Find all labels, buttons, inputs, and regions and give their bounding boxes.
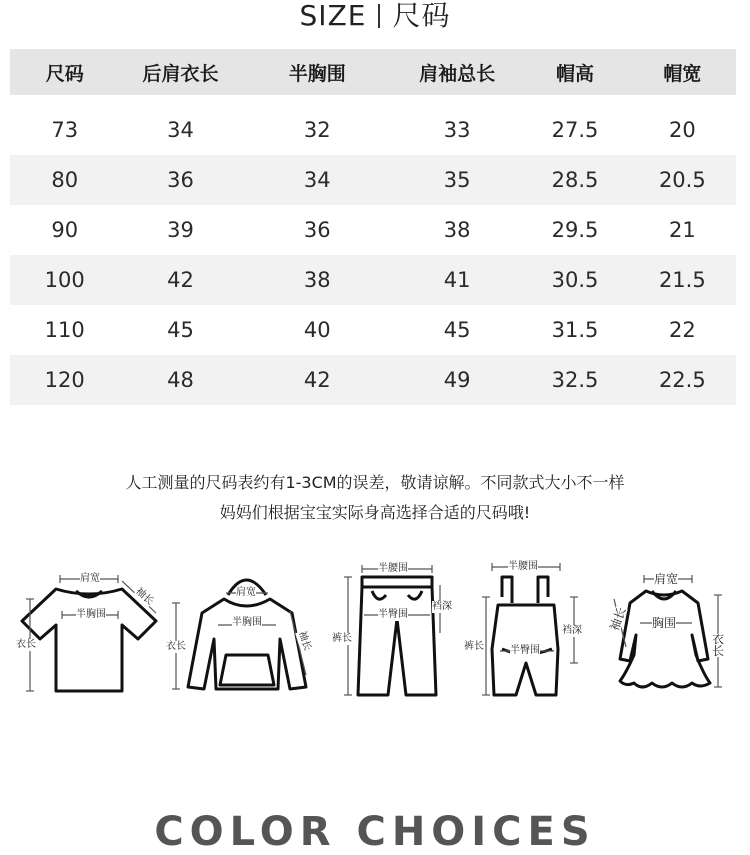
overalls-waist-label: 半腰围: [508, 561, 538, 572]
measurement-diagrams: [0, 555, 750, 705]
table-row: [10, 105, 736, 155]
size-table: [10, 49, 736, 405]
table-cell: 22.5: [629, 355, 736, 405]
table-cell: 41: [393, 255, 521, 305]
table-cell: 35: [393, 155, 521, 205]
table-cell: 21.5: [629, 255, 736, 305]
table-cell: 38: [241, 255, 393, 305]
table-cell: 22: [668, 318, 696, 342]
table-cell: 80: [10, 155, 119, 205]
table-cell: 33: [443, 118, 471, 142]
table-cell: 28.5: [521, 155, 628, 205]
table-header-row: [10, 49, 736, 95]
overalls-length-label: 裤长: [464, 641, 484, 652]
table-cell: 36: [303, 218, 331, 242]
table-cell: 110: [44, 318, 85, 342]
hoodie-sleeve-label: 袖长: [296, 629, 313, 653]
color-choices-heading: COLOR CHOICES: [154, 809, 596, 855]
table-cell: 49: [393, 355, 521, 405]
title-divider: [378, 4, 380, 28]
table-spacer: [10, 95, 736, 105]
pants-hip-label: 半臀围: [378, 609, 408, 620]
title-chinese: 尺码: [392, 0, 451, 32]
table-cell: 20.5: [629, 155, 736, 205]
table-cell: 73: [51, 118, 79, 142]
header-back-length: 后肩衣长: [119, 49, 241, 95]
table-cell: 42: [119, 255, 241, 305]
pants-length-label: 裤长: [332, 633, 352, 644]
header-half-chest: 半胸围: [241, 49, 393, 95]
table-row: [10, 255, 736, 305]
overalls-diagram: [462, 555, 592, 705]
table-cell: 38: [443, 218, 471, 242]
header-hood-width: 帽宽: [629, 49, 736, 95]
table-cell: 30.5: [521, 255, 628, 305]
hoodie-chest-label: 半胸围: [232, 617, 262, 628]
table-cell: 27.5: [551, 118, 599, 142]
table-cell: 120: [10, 355, 119, 405]
pants-rise-label: 裆深: [432, 601, 452, 612]
pants-diagram: [328, 555, 460, 705]
tshirt-sleeve-label: 袖长: [133, 585, 156, 608]
dress-chest-label: 胸围: [652, 616, 677, 630]
table-row: [10, 305, 736, 355]
table-cell: 29.5: [551, 218, 599, 242]
hoodie-length-label: 衣长: [166, 641, 186, 652]
table-cell: 90: [51, 218, 79, 242]
table-cell: 39: [167, 218, 194, 242]
dress-shoulder-label: 肩宽: [654, 572, 679, 586]
overalls-rise-label: 裆深: [562, 625, 582, 636]
table-cell: 32: [303, 118, 331, 142]
table-cell: 36: [119, 155, 241, 205]
table-cell: 34: [241, 155, 393, 205]
table-cell: 21: [668, 218, 696, 242]
header-sleeve-length: 肩袖总长: [393, 49, 521, 95]
table-row: [10, 155, 736, 205]
table-cell: 48: [119, 355, 241, 405]
dress-sleeve-label: 袖长: [607, 605, 629, 633]
page-title: [0, 0, 750, 32]
title-size: SIZE: [299, 0, 367, 32]
table-cell: 31.5: [551, 318, 599, 342]
table-cell: 34: [167, 118, 194, 142]
table-cell: 45: [443, 318, 471, 342]
table-cell: 32.5: [521, 355, 628, 405]
measurement-note-line1: 人工测量的尺码表约有1-3CM的误差，敬请谅解。不同款式大小不一样: [125, 473, 625, 492]
pants-waist-label: 半腰围: [378, 563, 408, 574]
table-cell: 45: [167, 318, 194, 342]
table-cell: 40: [303, 318, 331, 342]
table-row: [10, 355, 736, 405]
header-size: 尺码: [10, 49, 119, 95]
hoodie-shoulder-label: 肩宽: [236, 587, 256, 598]
overalls-hip-label: 半臀围: [510, 645, 540, 656]
tshirt-shoulder-label: 肩宽: [80, 573, 100, 584]
measurement-note-line2: 妈妈们根据宝宝实际身高选择合适的尺码哦!: [219, 503, 531, 522]
tshirt-diagram: [14, 555, 164, 705]
table-cell: 100: [10, 255, 119, 305]
table-cell: 20: [668, 118, 696, 142]
tshirt-length-label: 衣长: [16, 639, 36, 650]
dress-length-label: 衣长: [712, 632, 725, 658]
hoodie-diagram: [166, 555, 326, 705]
table-row: [10, 205, 736, 255]
tshirt-chest-label: 半胸围: [76, 609, 106, 620]
table-cell: 42: [241, 355, 393, 405]
header-hood-height: 帽高: [521, 49, 628, 95]
pants-icon: [328, 555, 460, 705]
dress-diagram: [600, 555, 732, 705]
